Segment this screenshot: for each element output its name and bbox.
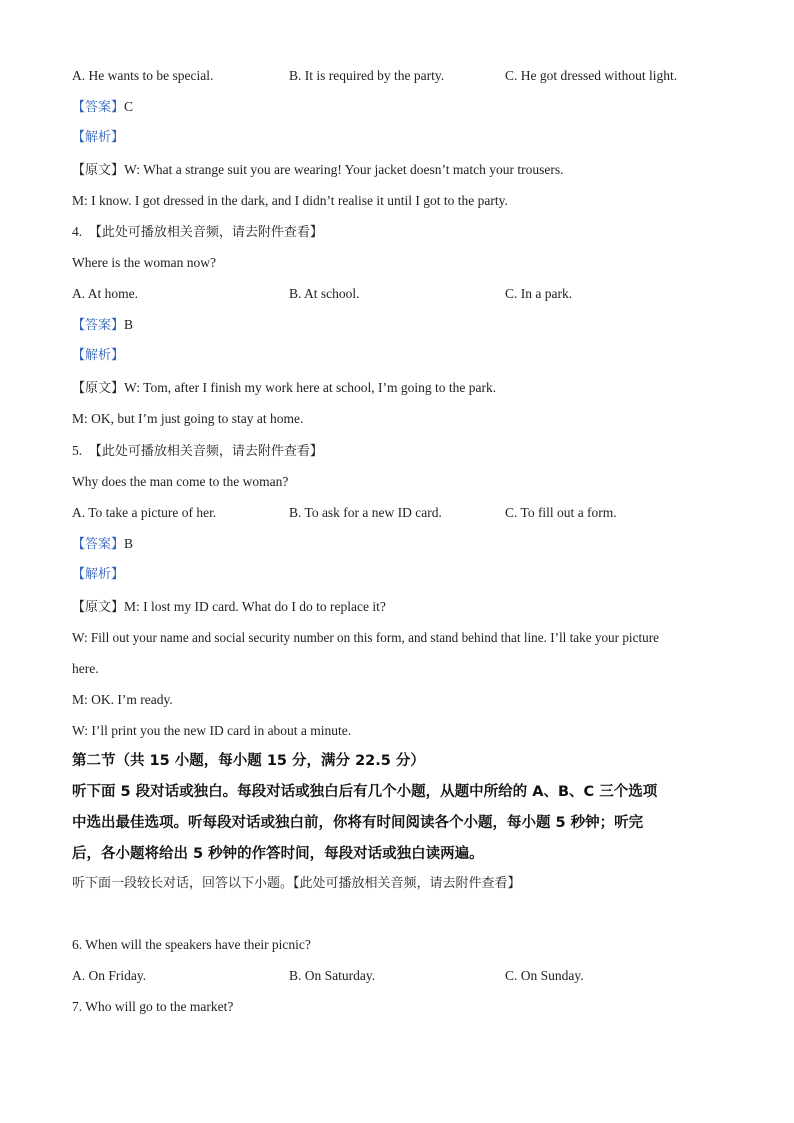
answer-tag: 【答案】 xyxy=(72,318,125,333)
audio-note: 【此处可播放相关音频，请去附件查看】 xyxy=(88,225,323,240)
q3-script-line xyxy=(72,161,564,180)
q5-script-line: W: Fill out your name and social security number on this form, and stand behind that line. I’ll take your picture xyxy=(72,630,659,645)
q6-option-b: B. On Saturday. xyxy=(289,968,376,983)
q3-option-b: B. It is required by the party. xyxy=(289,68,445,83)
q3-option-c: C. He got dressed without light. xyxy=(505,68,678,83)
q4-script-line: M: OK, but I’m just going to stay at home. xyxy=(72,411,304,426)
q4-option-b: B. At school. xyxy=(289,286,360,301)
q7-question: 7. Who will go to the market? xyxy=(72,999,234,1014)
q5-question: Why does the man come to the woman? xyxy=(72,474,289,489)
q3-option-a: A. He wants to be special. xyxy=(72,68,214,83)
script-tag: 【原文】 xyxy=(72,381,125,396)
q5-script-line xyxy=(72,598,386,617)
section-instructions-line: 后，各小题将给出 5 秒钟的作答时间，每段对话或独白读两遍。 xyxy=(72,846,484,862)
answer-value: B xyxy=(124,536,134,551)
script-tag: 【原文】 xyxy=(72,600,125,615)
script-text: W: Tom, after I finish my work here at school, I’m going to the park. xyxy=(124,380,497,395)
q5-option-c: C. To fill out a form. xyxy=(505,505,617,520)
q5-option-b: B. To ask for a new ID card. xyxy=(289,505,442,520)
answer-tag: 【答案】 xyxy=(72,100,125,115)
q4-answer xyxy=(72,316,133,335)
q4-question: Where is the woman now? xyxy=(72,255,216,270)
question-number: 4. xyxy=(72,224,83,239)
q3-analysis-tag: 【解析】 xyxy=(72,130,125,145)
q5-header xyxy=(72,442,323,461)
answer-value: B xyxy=(124,317,134,332)
question-number: 5. xyxy=(72,443,83,458)
audio-note: 【此处可播放相关音频，请去附件查看】 xyxy=(88,444,323,459)
q6-option-c: C. On Sunday. xyxy=(505,968,584,983)
q5-answer xyxy=(72,535,133,554)
answer-tag: 【答案】 xyxy=(72,537,125,552)
q6-question: 6. When will the speakers have their picnic? xyxy=(72,937,311,952)
q5-script-line: here. xyxy=(72,661,99,676)
section-heading: 第二节（共 15 小题，每小题 15 分，满分 22.5 分） xyxy=(72,753,425,769)
q4-option-a: A. At home. xyxy=(72,286,138,301)
section-instructions-line: 中选出最佳选项。听每段对话或独白前，你将有时间阅读各个小题，每小题 5 秒钟；听完 xyxy=(72,815,644,831)
q6-option-a: A. On Friday. xyxy=(72,968,147,983)
q5-option-a: A. To take a picture of her. xyxy=(72,505,217,520)
script-text: W: What a strange suit you are wearing! Your jacket doesn’t match your trousers. xyxy=(124,162,564,177)
q5-script-line: M: OK. I’m ready. xyxy=(72,692,173,707)
q4-option-c: C. In a park. xyxy=(505,286,573,301)
answer-value: C xyxy=(124,99,134,114)
q5-analysis-tag: 【解析】 xyxy=(72,567,125,582)
script-text: M: I lost my ID card. What do I do to replace it? xyxy=(124,599,386,614)
section-instructions-line: 听下面 5 段对话或独白。每段对话或独白后有几个小题，从题中所给的 A、B、C 三个选项 xyxy=(72,784,658,800)
q4-header xyxy=(72,223,323,242)
q4-script-line xyxy=(72,379,496,398)
q3-script-line: M: I know. I got dressed in the dark, and I didn’t realise it until I got to the party. xyxy=(72,193,508,208)
q5-script-line: W: I’ll print you the new ID card in about a minute. xyxy=(72,723,352,738)
q3-answer xyxy=(72,98,133,117)
q4-analysis-tag: 【解析】 xyxy=(72,348,125,363)
script-tag: 【原文】 xyxy=(72,163,125,178)
listen-note: 听下面一段较长对话，回答以下小题。【此处可播放相关音频，请去附件查看】 xyxy=(72,876,521,891)
